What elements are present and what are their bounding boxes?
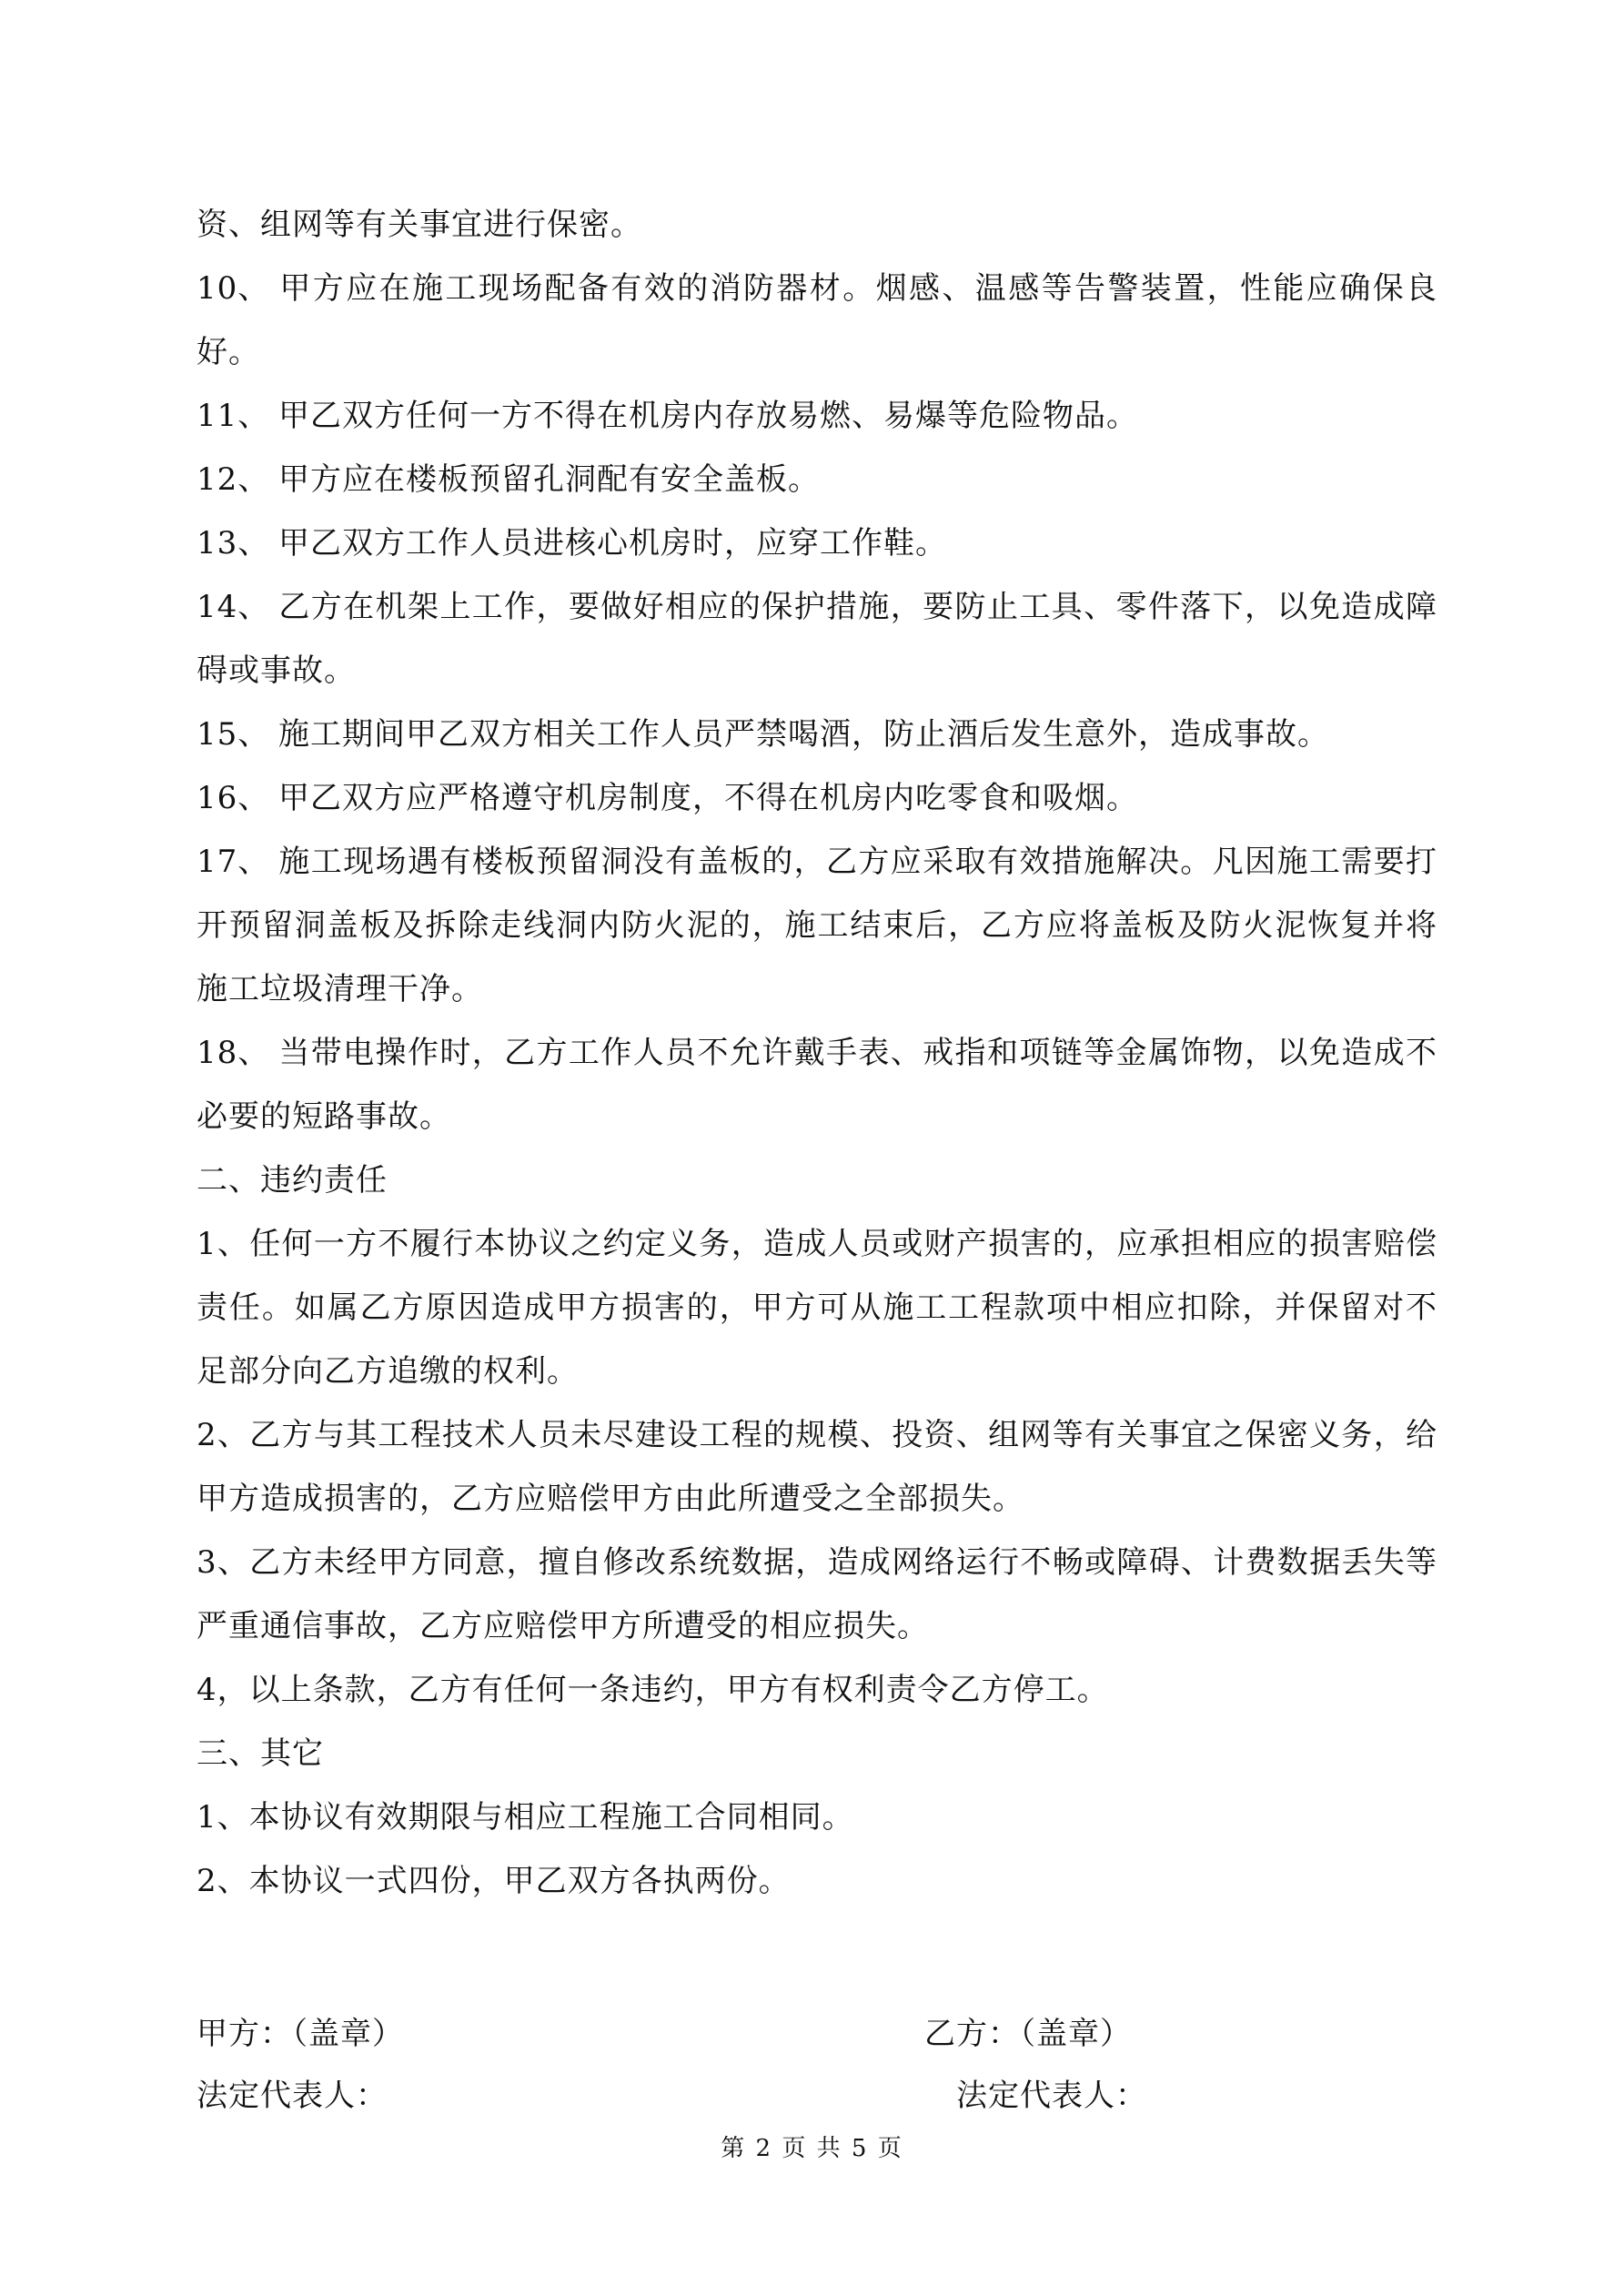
clause-continuation <box>197 193 1437 257</box>
clause-text: 当带电操作时，乙方工作人员不允许戴手表、戒指和项链等金属饰物，以免造成不必要的短路事故。 <box>197 1035 1437 1135</box>
clause-number: 11、 <box>197 398 270 434</box>
breach-item-4: 4，以上条款，乙方有任何一条违约，甲方有权利责令乙方停工。 <box>197 1672 1109 1708</box>
clause-number: 17、 <box>197 844 270 880</box>
clause-number: 13、 <box>197 525 270 561</box>
clause-14 <box>197 575 1437 703</box>
clause-text: 甲乙双方工作人员进核心机房时，应穿工作鞋。 <box>278 525 947 561</box>
section-heading-breach: 二、违约责任 <box>197 1162 388 1199</box>
party-a-representative-label: 法定代表人： <box>197 2078 388 2114</box>
party-b-seal-label: 乙方：（盖章） <box>924 2016 1132 2052</box>
clause-12 <box>197 448 1437 511</box>
clause-11 <box>197 384 1437 448</box>
section-heading-other: 三、其它 <box>197 1735 324 1772</box>
clause-number: 12、 <box>197 461 270 498</box>
clause-10 <box>197 257 1437 384</box>
clause-number: 10、 <box>197 270 270 307</box>
clause-13 <box>197 511 1437 575</box>
clause-text: 甲乙双方应严格遵守机房制度，不得在机房内吃零食和吸烟。 <box>278 780 1138 816</box>
breach-item-1: 1、任何一方不履行本协议之约定义务，造成人员或财产损害的，应承担相应的损害赔偿责任。如属乙方原因造成甲方损害的，甲方可从施工工程款项中相应扣除，并保留对不足部分向乙方追缴的权利。 <box>197 1226 1437 1390</box>
clause-text: 资、组网等有关事宜进行保密。 <box>197 207 642 243</box>
page-number-footer: 第 2 页 共 5 页 <box>721 2135 903 2162</box>
clause-17 <box>197 830 1437 1021</box>
other-item-2: 2、本协议一式四份，甲乙双方各执两份。 <box>197 1863 791 1899</box>
breach-item-2: 2、乙方与其工程技术人员未尽建设工程的规模、投资、组网等有关事宜之保密义务，给甲方造成损害的，乙方应赔偿甲方由此所遭受之全部损失。 <box>197 1417 1437 1517</box>
party-a-seal-label: 甲方：（盖章） <box>197 2016 404 2052</box>
party-b-representative-label: 法定代表人： <box>956 2078 1147 2114</box>
clause-number: 14、 <box>197 589 270 625</box>
clause-15 <box>197 703 1437 766</box>
clause-number: 15、 <box>197 716 270 753</box>
clause-text: 甲方应在楼板预留孔洞配有安全盖板。 <box>278 461 820 498</box>
breach-item-3: 3、乙方未经甲方同意，擅自修改系统数据，造成网络运行不畅或障碍、计费数据丢失等严重通信事故，乙方应赔偿甲方所遭受的相应损失。 <box>197 1544 1437 1644</box>
clause-text: 乙方在机架上工作，要做好相应的保护措施，要防止工具、零件落下，以免造成障碍或事故。 <box>197 589 1437 689</box>
clause-text: 施工现场遇有楼板预留洞没有盖板的，乙方应采取有效措施解决。凡因施工需要打开预留洞盖板及拆除走线洞内防火泥的，施工结束后，乙方应将盖板及防火泥恢复并将施工垃圾清理干净。 <box>197 844 1437 1007</box>
clause-text: 甲乙双方任何一方不得在机房内存放易燃、易爆等危险物品。 <box>278 398 1138 434</box>
clause-text: 甲方应在施工现场配备有效的消防器材。烟感、温感等告警装置，性能应确保良好。 <box>197 270 1437 370</box>
clause-text: 施工期间甲乙双方相关工作人员严禁喝酒，防止酒后发生意外，造成事故。 <box>278 716 1329 753</box>
clause-16 <box>197 766 1437 830</box>
clause-number: 18、 <box>197 1035 270 1071</box>
other-item-1: 1、本协议有效期限与相应工程施工合同相同。 <box>197 1799 854 1836</box>
document-body <box>197 193 1437 1913</box>
clause-18 <box>197 1021 1437 1148</box>
clause-number: 16、 <box>197 780 270 816</box>
